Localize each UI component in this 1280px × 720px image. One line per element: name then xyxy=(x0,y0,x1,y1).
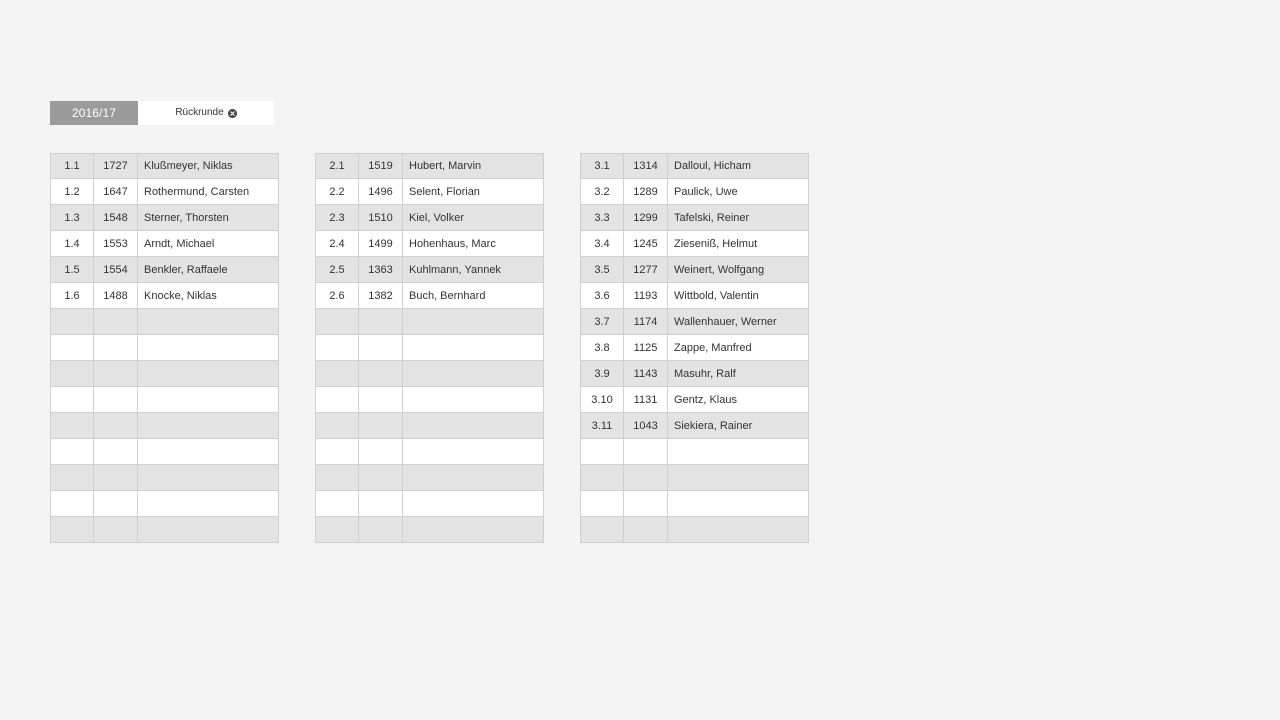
cell-board-number: 2.5 xyxy=(315,257,359,283)
table-row[interactable] xyxy=(580,257,809,283)
table-row[interactable] xyxy=(315,283,544,309)
cell-rating xyxy=(94,387,138,413)
cell-board-number xyxy=(50,491,94,517)
cell-player-name xyxy=(138,517,279,543)
cell-player-name: Benkler, Raffaele xyxy=(138,257,279,283)
cell-board-number: 1.3 xyxy=(50,205,94,231)
cell-board-number xyxy=(50,413,94,439)
table-row[interactable] xyxy=(580,179,809,205)
cell-player-name xyxy=(403,517,544,543)
cell-board-number: 3.11 xyxy=(580,413,624,439)
cell-rating xyxy=(359,517,403,543)
cell-player-name: Klußmeyer, Niklas xyxy=(138,153,279,179)
table-row[interactable] xyxy=(315,517,544,543)
cell-rating xyxy=(359,387,403,413)
tab-season[interactable] xyxy=(50,101,138,125)
cell-board-number xyxy=(580,439,624,465)
cell-rating: 1382 xyxy=(359,283,403,309)
cell-board-number xyxy=(50,335,94,361)
table-row[interactable] xyxy=(315,491,544,517)
cell-player-name xyxy=(403,491,544,517)
cell-board-number: 2.3 xyxy=(315,205,359,231)
cell-board-number: 3.5 xyxy=(580,257,624,283)
cell-player-name xyxy=(138,361,279,387)
cell-board-number: 3.4 xyxy=(580,231,624,257)
tab-round-label: Rückrunde xyxy=(175,107,224,118)
table-row[interactable] xyxy=(580,413,809,439)
table-row[interactable] xyxy=(580,387,809,413)
board-3-table xyxy=(580,153,809,543)
cell-rating xyxy=(359,491,403,517)
cell-rating: 1554 xyxy=(94,257,138,283)
cell-rating xyxy=(359,361,403,387)
cell-board-number xyxy=(50,517,94,543)
table-row[interactable] xyxy=(50,309,279,335)
cell-board-number xyxy=(315,517,359,543)
table-row[interactable] xyxy=(50,387,279,413)
cell-player-name xyxy=(138,465,279,491)
table-row[interactable] xyxy=(315,153,544,179)
cell-player-name xyxy=(668,465,809,491)
table-row[interactable] xyxy=(315,413,544,439)
table-row[interactable] xyxy=(50,179,279,205)
table-row[interactable] xyxy=(580,361,809,387)
cell-player-name xyxy=(403,387,544,413)
cell-rating: 1499 xyxy=(359,231,403,257)
cell-rating: 1289 xyxy=(624,179,668,205)
cell-rating xyxy=(359,465,403,491)
cell-board-number: 3.2 xyxy=(580,179,624,205)
cell-rating: 1131 xyxy=(624,387,668,413)
cell-player-name: Selent, Florian xyxy=(403,179,544,205)
cell-player-name: Siekiera, Rainer xyxy=(668,413,809,439)
cell-rating xyxy=(359,309,403,335)
cell-player-name xyxy=(403,413,544,439)
table-row[interactable] xyxy=(50,257,279,283)
table-row[interactable] xyxy=(50,517,279,543)
table-row[interactable] xyxy=(50,283,279,309)
cell-rating xyxy=(624,517,668,543)
cell-board-number xyxy=(580,465,624,491)
cell-rating xyxy=(359,439,403,465)
table-row[interactable] xyxy=(50,231,279,257)
cell-rating: 1488 xyxy=(94,283,138,309)
cell-rating: 1245 xyxy=(624,231,668,257)
cell-rating: 1314 xyxy=(624,153,668,179)
cell-board-number xyxy=(50,465,94,491)
cell-rating: 1299 xyxy=(624,205,668,231)
cell-player-name: Weinert, Wolfgang xyxy=(668,257,809,283)
cell-rating xyxy=(94,335,138,361)
table-row[interactable] xyxy=(315,231,544,257)
cell-player-name: Wallenhauer, Werner xyxy=(668,309,809,335)
cell-player-name xyxy=(138,335,279,361)
cell-rating: 1363 xyxy=(359,257,403,283)
table-row[interactable] xyxy=(315,205,544,231)
cell-rating: 1510 xyxy=(359,205,403,231)
cell-board-number xyxy=(315,387,359,413)
cell-player-name: Knocke, Niklas xyxy=(138,283,279,309)
table-row[interactable] xyxy=(580,283,809,309)
cell-player-name xyxy=(403,309,544,335)
cell-board-number xyxy=(50,439,94,465)
table-row[interactable] xyxy=(50,153,279,179)
cell-board-number: 2.1 xyxy=(315,153,359,179)
table-row[interactable] xyxy=(580,309,809,335)
cell-player-name: Zappe, Manfred xyxy=(668,335,809,361)
cell-player-name xyxy=(138,439,279,465)
cell-rating xyxy=(94,491,138,517)
cell-board-number: 3.3 xyxy=(580,205,624,231)
cell-rating xyxy=(359,335,403,361)
cell-player-name xyxy=(403,361,544,387)
cell-board-number: 3.8 xyxy=(580,335,624,361)
cell-player-name: Hohenhaus, Marc xyxy=(403,231,544,257)
table-row[interactable] xyxy=(315,439,544,465)
cell-player-name xyxy=(138,387,279,413)
cell-rating: 1548 xyxy=(94,205,138,231)
table-row[interactable] xyxy=(580,335,809,361)
cell-rating xyxy=(624,439,668,465)
cell-board-number: 3.9 xyxy=(580,361,624,387)
cell-board-number: 3.10 xyxy=(580,387,624,413)
cell-rating: 1727 xyxy=(94,153,138,179)
cell-player-name: Kiel, Volker xyxy=(403,205,544,231)
cell-player-name: Dalloul, Hicham xyxy=(668,153,809,179)
cell-rating: 1519 xyxy=(359,153,403,179)
board-1-table xyxy=(50,153,279,543)
cell-rating xyxy=(94,465,138,491)
cell-board-number xyxy=(315,309,359,335)
cell-rating xyxy=(94,309,138,335)
cell-rating: 1193 xyxy=(624,283,668,309)
table-row[interactable] xyxy=(315,387,544,413)
cell-player-name: Gentz, Klaus xyxy=(668,387,809,413)
cell-player-name xyxy=(668,491,809,517)
table-row[interactable] xyxy=(580,439,809,465)
table-row[interactable] xyxy=(580,491,809,517)
cell-board-number: 2.4 xyxy=(315,231,359,257)
cell-board-number xyxy=(315,335,359,361)
cell-rating xyxy=(359,413,403,439)
cell-rating: 1496 xyxy=(359,179,403,205)
cell-player-name xyxy=(668,517,809,543)
table-row[interactable] xyxy=(315,309,544,335)
table-row[interactable] xyxy=(580,231,809,257)
cell-board-number: 1.6 xyxy=(50,283,94,309)
cell-player-name xyxy=(138,309,279,335)
cell-board-number xyxy=(315,465,359,491)
cell-rating xyxy=(94,439,138,465)
table-row[interactable] xyxy=(50,413,279,439)
table-row[interactable] xyxy=(50,361,279,387)
table-row[interactable] xyxy=(580,153,809,179)
table-row[interactable] xyxy=(315,361,544,387)
cell-rating: 1143 xyxy=(624,361,668,387)
cell-board-number: 1.1 xyxy=(50,153,94,179)
table-row[interactable] xyxy=(50,205,279,231)
cell-player-name: Rothermund, Carsten xyxy=(138,179,279,205)
table-row[interactable] xyxy=(50,335,279,361)
table-row[interactable] xyxy=(50,491,279,517)
cell-board-number xyxy=(580,491,624,517)
cell-player-name: Buch, Bernhard xyxy=(403,283,544,309)
cell-board-number xyxy=(50,309,94,335)
cell-board-number: 2.2 xyxy=(315,179,359,205)
cell-board-number xyxy=(315,413,359,439)
table-row[interactable] xyxy=(580,517,809,543)
cell-player-name: Zieseniß, Helmut xyxy=(668,231,809,257)
board-2-table xyxy=(315,153,544,543)
cell-rating xyxy=(94,517,138,543)
cell-rating xyxy=(624,491,668,517)
cell-player-name xyxy=(668,439,809,465)
cell-board-number: 1.4 xyxy=(50,231,94,257)
cell-player-name xyxy=(138,491,279,517)
cell-board-number: 1.5 xyxy=(50,257,94,283)
cell-rating xyxy=(94,413,138,439)
cell-player-name: Tafelski, Reiner xyxy=(668,205,809,231)
cell-player-name: Wittbold, Valentin xyxy=(668,283,809,309)
cell-board-number xyxy=(315,439,359,465)
cell-board-number xyxy=(50,361,94,387)
cell-rating: 1174 xyxy=(624,309,668,335)
tab-round[interactable] xyxy=(138,101,274,125)
cell-player-name xyxy=(403,465,544,491)
close-icon[interactable] xyxy=(228,109,237,118)
cell-player-name xyxy=(403,335,544,361)
table-row[interactable] xyxy=(580,465,809,491)
cell-board-number: 3.7 xyxy=(580,309,624,335)
cell-rating: 1553 xyxy=(94,231,138,257)
cell-board-number xyxy=(580,517,624,543)
cell-board-number: 3.1 xyxy=(580,153,624,179)
board-tables xyxy=(50,153,809,543)
cell-rating: 1125 xyxy=(624,335,668,361)
cell-player-name: Masuhr, Ralf xyxy=(668,361,809,387)
cell-rating xyxy=(94,361,138,387)
cell-rating: 1647 xyxy=(94,179,138,205)
cell-player-name xyxy=(138,413,279,439)
cell-board-number: 2.6 xyxy=(315,283,359,309)
cell-board-number: 1.2 xyxy=(50,179,94,205)
table-row[interactable] xyxy=(50,465,279,491)
cell-player-name: Kuhlmann, Yannek xyxy=(403,257,544,283)
cell-rating xyxy=(624,465,668,491)
tab-season-label: 2016/17 xyxy=(71,106,117,120)
table-row[interactable] xyxy=(315,335,544,361)
cell-player-name: Hubert, Marvin xyxy=(403,153,544,179)
table-row[interactable] xyxy=(315,465,544,491)
cell-board-number: 3.6 xyxy=(580,283,624,309)
tabbar xyxy=(50,101,274,125)
table-row[interactable] xyxy=(315,179,544,205)
cell-player-name xyxy=(403,439,544,465)
table-row[interactable] xyxy=(315,257,544,283)
table-row[interactable] xyxy=(50,439,279,465)
table-row[interactable] xyxy=(580,205,809,231)
cell-board-number xyxy=(315,361,359,387)
cell-player-name: Sterner, Thorsten xyxy=(138,205,279,231)
cell-player-name: Paulick, Uwe xyxy=(668,179,809,205)
cell-player-name: Arndt, Michael xyxy=(138,231,279,257)
cell-board-number xyxy=(315,491,359,517)
cell-rating: 1043 xyxy=(624,413,668,439)
cell-rating: 1277 xyxy=(624,257,668,283)
cell-board-number xyxy=(50,387,94,413)
